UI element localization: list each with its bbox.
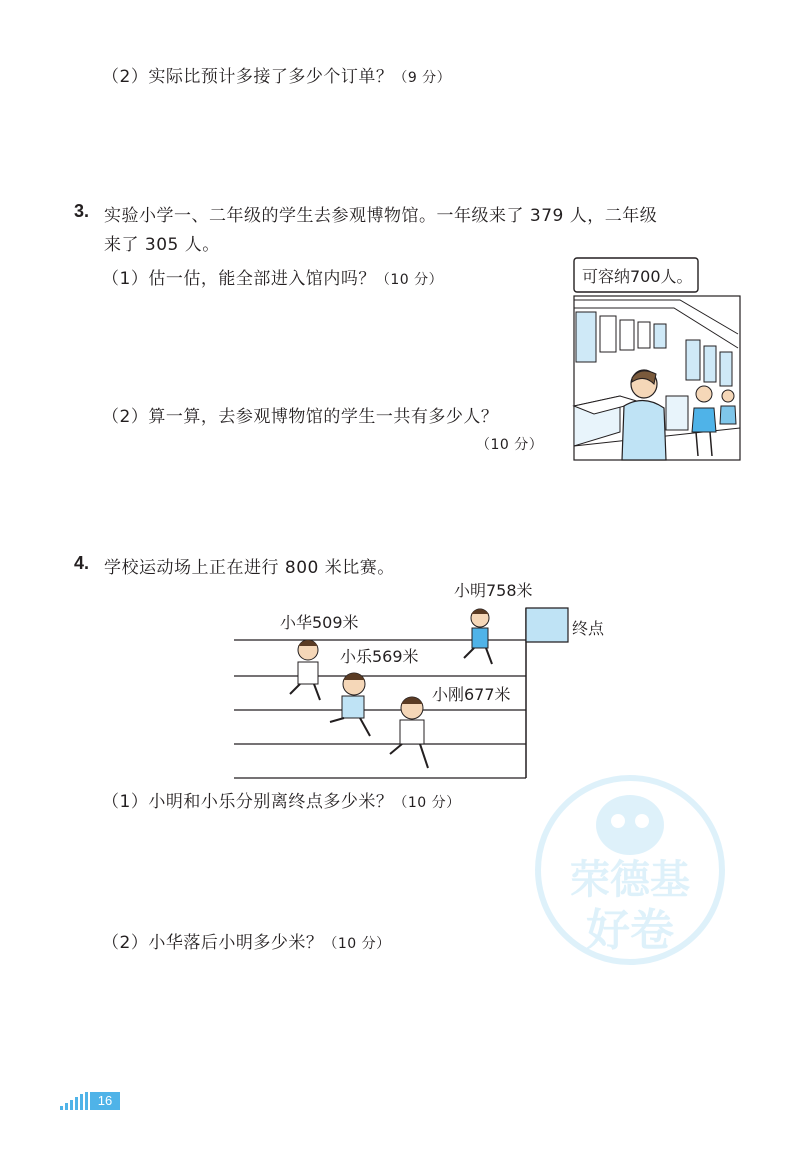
bars-icon [60,1092,90,1110]
museum-illustration [570,256,742,462]
q4-text: 学校运动场上正在进行 800 米比赛。 [104,558,395,578]
runner-label-xiaogang: 小刚677米 [432,685,511,704]
q3-part2-num: （2） [102,407,149,427]
running-track-illustration [230,572,650,784]
q4-number: 4. [74,553,90,573]
q3-part1 [102,264,443,289]
q3-line2: 来了 305 人。 [104,235,220,255]
page-number: 16 [90,1092,120,1110]
q2-part2-text: 实际比预计多接了多少个订单？ [148,67,394,87]
q3-part1-text: 估一估，能全部进入馆内吗？ [148,269,376,289]
q2-part2-score: （9 分） [393,70,452,86]
watermark-text-line1: 荣德基 [570,857,690,903]
finish-label: 终点 [572,619,605,638]
q2-part2 [102,62,451,87]
q4-part1-num: （1） [102,792,149,812]
q4-part2 [102,928,391,953]
q3-line1: 实验小学一、二年级的学生去参观博物馆。一年级来了 379 人，二年级 [104,206,658,226]
runner-xiaohua [290,640,320,700]
runner-label-xiaoming: 小明758米 [454,581,533,600]
runner-xiaogang [390,697,428,768]
capacity-sign-text: 可容纳700人。 [582,267,693,286]
q3-part1-score: （10 分） [375,272,444,288]
q3-part2 [102,402,498,427]
q3-part1-num: （1） [102,269,149,289]
q4-part1-score: （10 分） [393,795,461,811]
q4-part2-num: （2） [102,933,149,953]
runner-xiaoming [464,609,492,664]
q2-part2-num: （2） [102,67,149,87]
q4-part1-text: 小明和小乐分别离终点多少米？ [148,792,394,812]
q3-part2-score: （10 分） [476,437,544,453]
runner-xiaole [330,673,370,736]
q4-part2-score: （10 分） [323,936,391,952]
runner-label-xiaole: 小乐569米 [340,647,419,666]
brand-watermark-logo [530,765,730,985]
q3-part2-text: 算一算，去参观博物馆的学生一共有多少人？ [148,407,499,427]
runner-label-xiaohua: 小华509米 [280,613,359,632]
q3-number: 3. [74,201,90,221]
watermark-text-line2: 好卷 [586,905,674,956]
q4-part2-text: 小华落后小明多少米？ [148,933,324,953]
finish-flag [526,608,568,642]
q4-part1 [102,787,461,812]
